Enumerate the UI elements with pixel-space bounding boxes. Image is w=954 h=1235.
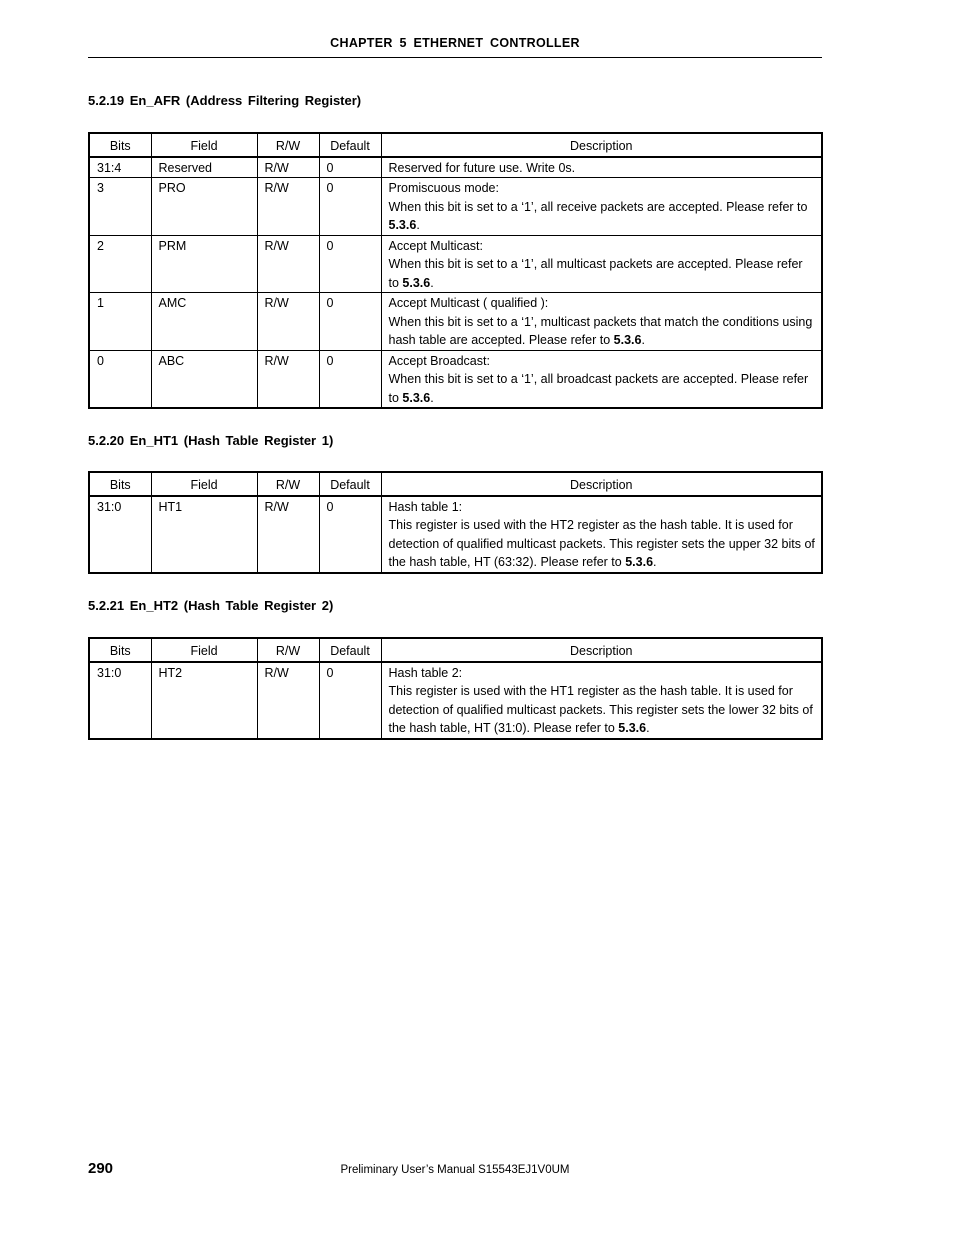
manual-footer: Preliminary User’s Manual S15543EJ1V0UM: [340, 1164, 570, 1176]
section-reference: 5.3.6: [618, 721, 647, 735]
cell-field: Reserved: [151, 157, 257, 178]
col-header-default: Default: [319, 638, 381, 662]
desc-tail: .: [430, 275, 434, 290]
desc-heading: Hash table 2:: [388, 665, 463, 680]
section-reference: 5.3.6: [625, 555, 654, 569]
cell-rw: R/W: [257, 350, 319, 408]
col-header-field: Field: [151, 638, 257, 662]
cell-default: 0: [319, 157, 381, 178]
section-title-afr: 5.2.19 En_AFR (Address Filtering Register): [88, 93, 362, 108]
col-header-default: Default: [319, 133, 381, 157]
cell-description: [381, 178, 822, 236]
cell-default: 0: [319, 662, 381, 739]
cell-field: HT1: [151, 496, 257, 573]
cell-rw: R/W: [257, 496, 319, 573]
cell-field: HT2: [151, 662, 257, 739]
col-header-description: Description: [381, 472, 822, 496]
desc-heading: Hash table 1:: [388, 499, 463, 514]
col-header-field: Field: [151, 133, 257, 157]
desc-tail: .: [646, 721, 650, 735]
ht1-register-table: [88, 471, 823, 574]
desc-text: When this bit is set to a ‘1’, multicast packets that match the conditions using hash table are accepted. Please refer to: [388, 314, 813, 347]
page-number: 290: [88, 1160, 114, 1177]
cell-rw: R/W: [257, 178, 319, 236]
cell-description: [381, 235, 822, 293]
table-row: [89, 293, 822, 351]
col-header-field: Field: [151, 472, 257, 496]
col-header-description: Description: [381, 133, 822, 157]
cell-default: 0: [319, 350, 381, 408]
table-row: [89, 235, 822, 293]
desc-text: When this bit is set to a ‘1’, all multicast packets are accepted. Please refer to: [388, 257, 803, 290]
col-header-description: Description: [381, 638, 822, 662]
desc-heading: Accept Multicast:: [388, 238, 483, 253]
chapter-header: CHAPTER 5 ETHERNET CONTROLLER: [330, 36, 580, 50]
desc-heading: Promiscuous mode:: [388, 181, 499, 195]
section-title-ht2: 5.2.21 En_HT2 (Hash Table Register 2): [88, 598, 334, 613]
cell-bits: 3: [89, 178, 151, 236]
table-row: [89, 350, 822, 408]
table-row: [89, 178, 822, 236]
cell-bits: 31:0: [89, 496, 151, 573]
table-header-row: [89, 133, 822, 157]
table-row: [89, 662, 822, 739]
section-reference: 5.3.6: [388, 218, 417, 232]
cell-default: 0: [319, 293, 381, 351]
table-row: [89, 496, 822, 573]
desc-heading: Accept Multicast ( qualified ):: [388, 296, 549, 310]
cell-default: 0: [319, 178, 381, 236]
col-header-default: Default: [319, 472, 381, 496]
cell-bits: 2: [89, 235, 151, 293]
desc-heading: Accept Broadcast:: [388, 353, 490, 368]
col-header-rw: R/W: [257, 472, 319, 496]
col-header-bits: Bits: [89, 472, 151, 496]
table-row: [89, 157, 822, 178]
cell-default: 0: [319, 496, 381, 573]
col-header-bits: Bits: [89, 133, 151, 157]
afr-register-table: [88, 132, 823, 409]
desc-text: This register is used with the HT1 register as the hash table. It is used for detection of qualified multicast packets. This register sets the lower 32 bits of the hash table, HT (31:0). Please refer to: [388, 684, 813, 735]
cell-bits: 1: [89, 293, 151, 351]
desc-text: When this bit is set to a ‘1’, all receive packets are accepted. Please refer to: [388, 199, 808, 214]
desc-text: This register is used with the HT2 register as the hash table. It is used for detection of qualified multicast packets. This register sets the upper 32 bits of the hash table, HT (63:32). Please refer to: [388, 518, 815, 569]
cell-field: ABC: [151, 350, 257, 408]
section-reference: 5.3.6: [402, 275, 431, 290]
cell-bits: 31:0: [89, 662, 151, 739]
col-header-rw: R/W: [257, 638, 319, 662]
section-reference: 5.3.6: [402, 390, 431, 405]
cell-default: 0: [319, 235, 381, 293]
header-rule: [88, 57, 822, 58]
desc-tail: .: [641, 333, 645, 347]
cell-bits: 0: [89, 350, 151, 408]
cell-field: PRM: [151, 235, 257, 293]
cell-field: AMC: [151, 293, 257, 351]
cell-description: [381, 662, 822, 739]
section-title-ht1: 5.2.20 En_HT1 (Hash Table Register 1): [88, 433, 334, 448]
desc-heading: Reserved for future use. Write 0s.: [388, 160, 576, 175]
cell-field: PRO: [151, 178, 257, 236]
cell-rw: R/W: [257, 157, 319, 178]
cell-rw: R/W: [257, 235, 319, 293]
col-header-bits: Bits: [89, 638, 151, 662]
cell-rw: R/W: [257, 293, 319, 351]
cell-bits: 31:4: [89, 157, 151, 178]
col-header-rw: R/W: [257, 133, 319, 157]
cell-description: [381, 350, 822, 408]
cell-description: [381, 157, 822, 178]
cell-description: [381, 496, 822, 573]
section-reference: 5.3.6: [613, 333, 642, 347]
table-header-row: [89, 638, 822, 662]
cell-rw: R/W: [257, 662, 319, 739]
ht2-register-table: [88, 637, 823, 740]
desc-tail: .: [430, 390, 434, 405]
cell-description: [381, 293, 822, 351]
desc-tail: .: [653, 555, 657, 569]
desc-tail: .: [416, 218, 420, 232]
table-header-row: [89, 472, 822, 496]
desc-text: When this bit is set to a ‘1’, all broadcast packets are accepted. Please refer to: [388, 372, 809, 405]
